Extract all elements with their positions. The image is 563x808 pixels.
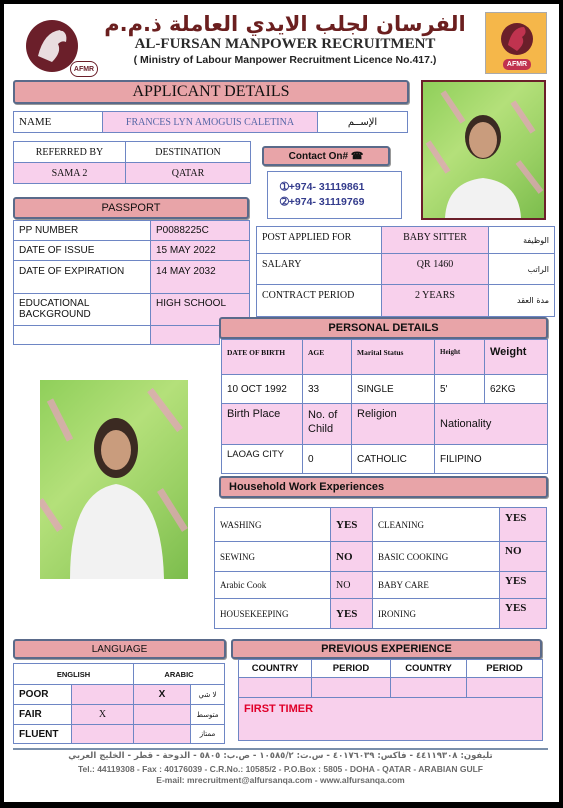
household-arabic-cook-label: Arabic Cook: [214, 571, 331, 599]
phone-1[interactable]: ➀+974- 31119861: [280, 181, 365, 193]
children-value: 0: [302, 444, 352, 474]
arabic-col-label: ARABIC: [133, 663, 225, 685]
children-label: No. of Child: [302, 403, 352, 445]
issue-date-value: 15 MAY 2022: [150, 240, 250, 261]
header-arabic-title: الفرسان لجلب الايدي العاملة ذ.م.م: [104, 12, 466, 36]
expiration-label: DATE OF EXPIRATION: [13, 260, 151, 294]
footer-divider: [13, 748, 548, 750]
marital-value: SINGLE: [351, 374, 435, 404]
lang-fair-english: X: [71, 704, 134, 725]
education-label: EDUCATIONAL BACKGROUND: [13, 293, 151, 326]
blank-left: [13, 325, 151, 345]
household-header: Household Work Experiences: [219, 476, 548, 498]
exp-row-1c: [390, 677, 467, 698]
application-form: [4, 4, 559, 802]
contract-label: CONTRACT PERIOD: [256, 284, 382, 317]
exp-period-2: PERIOD: [466, 659, 543, 678]
height-value: 5': [434, 374, 485, 404]
lang-poor-label-arabic: لا شي: [190, 684, 225, 705]
household-arabic-cook-value: NO: [330, 571, 373, 599]
household-ironing-label: IRONING: [372, 598, 500, 629]
household-basic-cooking-label: BASIC COOKING: [372, 541, 500, 572]
religion-value: CATHOLIC: [351, 444, 435, 474]
household-basic-cooking-value: NO: [499, 541, 547, 572]
lang-fluent-label-arabic: ممتاز: [190, 724, 225, 744]
household-sewing-label: SEWING: [214, 541, 331, 572]
lang-poor-arabic: X: [133, 684, 191, 705]
post-value: BABY SITTER: [381, 226, 489, 254]
afmr-logo-right: [485, 12, 547, 74]
applicant-name: FRANCES LYN AMOGUIS CALETINA: [102, 111, 318, 133]
household-sewing-value: NO: [330, 541, 373, 572]
birthplace-value: LAOAG CITY: [221, 444, 303, 474]
lang-fair-label: FAIR: [13, 704, 72, 725]
lang-fluent-arabic: [133, 724, 191, 744]
salary-label: SALARY: [256, 253, 382, 285]
referred-by-label: REFERRED BY: [13, 141, 126, 163]
lang-fair-arabic: [133, 704, 191, 725]
contact-header: Contact On# ☎: [262, 146, 390, 166]
nationality-value: FILIPINO: [434, 444, 548, 474]
household-washing-label: WASHING: [214, 507, 331, 542]
logo-text: AFMR: [73, 65, 95, 73]
name-label-arabic: الإســم: [317, 111, 408, 133]
footer-contact-line: Tel.: 44119308 - Fax : 40176039 - C.R.No.: 10585/2 - P.O.Box : 5805 - DOHA - QATAR - ARABIAN GULF: [78, 764, 483, 774]
lang-poor-label: POOR: [13, 684, 72, 705]
household-baby-care-value: YES: [499, 571, 547, 599]
nationality-label: Nationality: [434, 403, 548, 445]
exp-row-1b: [311, 677, 391, 698]
post-label-arabic: الوظيفة: [488, 226, 555, 254]
footer-arabic: تليفون: ٤٤١١٩٣٠٨ - فاكس: ٤٠١٧٦٠٣٩ - س.ت: ١٠٥٨٥/٢ - ص.ب: ٥٨٠٥ - الدوحة - قطر - الخليج العربي: [68, 751, 493, 761]
expiration-value: 14 MAY 2032: [150, 260, 250, 294]
exp-country-2: COUNTRY: [390, 659, 467, 678]
pp-number-value: P0088225C: [150, 220, 250, 241]
salary-value: QR 1460: [381, 253, 489, 285]
household-cleaning-value: YES: [499, 507, 547, 542]
contract-label-arabic: مدة العقد: [488, 284, 555, 317]
header-title: AL-FURSAN MANPOWER RECRUITMENT: [134, 36, 436, 52]
previous-experience-header: PREVIOUS EXPERIENCE: [231, 639, 542, 659]
household-cleaning-label: CLEANING: [372, 507, 500, 542]
religion-label: Religion: [351, 403, 435, 445]
exp-row-1a: [238, 677, 312, 698]
dob-value: 10 OCT 1992: [221, 374, 303, 404]
lang-poor-english: [71, 684, 134, 705]
logo-text: AFMR: [506, 61, 528, 68]
personal-details-header: PERSONAL DETAILS: [219, 317, 548, 339]
weight-value: 62KG: [484, 374, 548, 404]
age-label: AGE: [302, 339, 352, 375]
lang-fluent-english: [71, 724, 134, 744]
lang-fair-label-arabic: متوسط: [190, 704, 225, 725]
passport-header: PASSPORT: [13, 197, 249, 219]
first-timer-note: FIRST TIMER: [238, 697, 543, 741]
weight-label: Weight: [484, 339, 548, 375]
salary-label-arabic: الراتب: [488, 253, 555, 285]
name-label: NAME: [13, 111, 103, 133]
contract-value: 2 YEARS: [381, 284, 489, 317]
destination-value: QATAR: [125, 162, 251, 184]
english-col-label: ENGLISH: [13, 663, 134, 685]
age-value: 33: [302, 374, 352, 404]
blank-right: [150, 325, 220, 345]
education-value: HIGH SCHOOL: [150, 293, 250, 326]
dob-label: DATE OF BIRTH: [221, 339, 303, 375]
applicant-photo-full: [40, 380, 188, 579]
household-housekeeping-label: HOUSEKEEPING: [214, 598, 331, 629]
applicant-details-header: APPLICANT DETAILS: [13, 80, 409, 104]
language-header: LANGUAGE: [13, 639, 226, 659]
household-ironing-value: YES: [499, 598, 547, 629]
household-washing-value: YES: [330, 507, 373, 542]
footer-email[interactable]: E-mail: mrecruitment@alfursanqa.com - www.alfursanqa.com: [156, 775, 405, 785]
exp-row-1d: [466, 677, 543, 698]
pp-number-label: PP NUMBER: [13, 220, 151, 241]
applicant-photo-top: [421, 80, 546, 220]
phone-2[interactable]: ➁+974- 31119769: [280, 196, 365, 208]
referred-by-value: SAMA 2: [13, 162, 126, 184]
marital-label: Marital Status: [351, 339, 435, 375]
issue-date-label: DATE OF ISSUE: [13, 240, 151, 261]
post-label: POST APPLIED FOR: [256, 226, 382, 254]
contact-box: [267, 171, 402, 219]
lang-fluent-label: FLUENT: [13, 724, 72, 744]
household-baby-care-label: BABY CARE: [372, 571, 500, 599]
exp-period-1: PERIOD: [311, 659, 391, 678]
header-subtitle: ( Ministry of Labour Manpower Recruitment Licence No.417.): [133, 54, 437, 66]
household-housekeeping-value: YES: [330, 598, 373, 629]
birthplace-label: Birth Place: [221, 403, 303, 445]
destination-label: DESTINATION: [125, 141, 251, 163]
height-label: Height: [434, 339, 485, 375]
afmr-badge-left: [70, 61, 98, 77]
exp-country-1: COUNTRY: [238, 659, 312, 678]
